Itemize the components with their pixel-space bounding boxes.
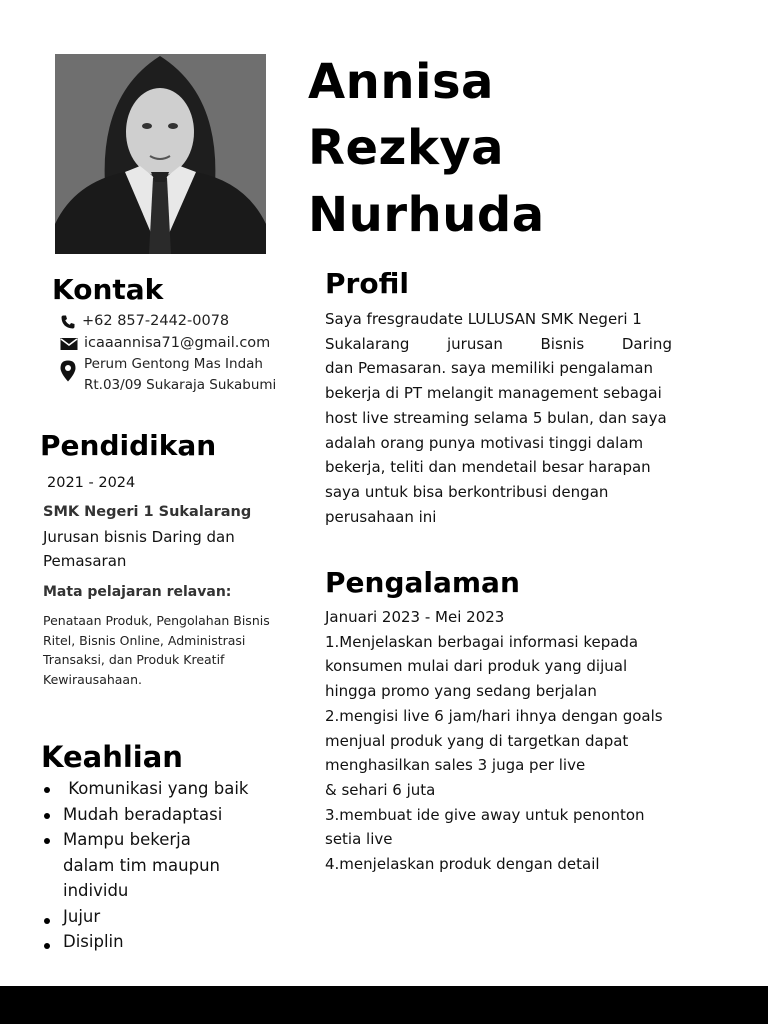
experience-line: setia live	[325, 830, 393, 849]
experience-line: menjual produk yang di targetkan dapat	[325, 731, 629, 750]
profile-photo	[55, 54, 266, 254]
subjects-line: Transaksi, dan Produk Kreatif	[43, 652, 225, 667]
skill-item	[42, 904, 249, 930]
bullet-icon	[44, 943, 50, 949]
bullet-icon	[44, 813, 50, 819]
skill-label: Mudah beradaptasi	[63, 804, 223, 824]
kontak-heading: Kontak	[52, 273, 164, 306]
experience-period: Januari 2023 - Mei 2023	[325, 608, 505, 626]
major-line-1: Jurusan bisnis Daring dan	[43, 528, 235, 546]
pengalaman-text	[325, 605, 685, 877]
skill-item	[42, 776, 249, 802]
name-first: Annisa	[308, 54, 494, 110]
person-portrait-image	[55, 54, 266, 254]
profil-line: Saya fresgraudate LULUSAN SMK Negeri 1	[325, 310, 642, 328]
address-line-2: Rt.03/09 Sukaraja Sukabumi	[84, 377, 277, 393]
skills-list	[42, 776, 249, 955]
skill-label-continued: individu	[63, 881, 129, 900]
experience-line: hingga promo yang sedang berjalan	[325, 682, 597, 701]
profil-line: host live streaming selama 5 bulan, dan saya	[325, 408, 667, 427]
contact-phone	[60, 311, 229, 332]
profil-word: Daring	[621, 334, 672, 353]
bullet-icon	[44, 787, 50, 793]
profil-word: Bisnis	[540, 334, 585, 353]
name-middle: Rezkya	[308, 120, 505, 176]
major	[43, 525, 235, 573]
profil-text	[325, 307, 672, 529]
subjects-line: Ritel, Bisnis Online, Administrasi	[43, 632, 246, 648]
experience-line: 1.Menjelaskan berbagai informasi kepada	[325, 632, 639, 651]
address-line-1: Perum Gentong Mas Indah	[84, 356, 263, 372]
email-address: icaaannisa71@gmail.com	[84, 335, 271, 351]
experience-line: menghasilkan sales 3 juga per live	[325, 756, 586, 775]
profil-word: jurusan	[447, 334, 503, 353]
profil-line: bekerja, teliti dan mendetail besar harapan	[325, 458, 651, 477]
skill-label: Komunikasi yang baik	[63, 779, 249, 798]
experience-line: 2.mengisi live 6 jam/hari ihnya dengan goals	[325, 706, 663, 725]
skill-label-continued: dalam tim maupun	[63, 855, 220, 875]
profil-line: perusahaan ini	[325, 507, 437, 526]
keahlian-heading: Keahlian	[41, 740, 183, 774]
profil-line: bekerja di PT melangit management sebagai	[325, 384, 662, 403]
contact-address	[60, 354, 276, 396]
mail-icon	[60, 336, 78, 352]
skill-label: Disiplin	[63, 932, 124, 951]
phone-icon	[60, 314, 76, 330]
subjects-list	[43, 611, 270, 689]
profil-line: adalah orang punya motivasi tinggi dalam	[325, 433, 644, 452]
subjects-heading: Mata pelajaran relavan:	[43, 584, 232, 600]
school-name: SMK Negeri 1 Sukalarang	[43, 504, 252, 520]
pengalaman-heading: Pengalaman	[325, 566, 520, 599]
subjects-line: Penataan Produk, Pengolahan Bisnis	[43, 613, 270, 628]
profil-line: dan Pemasaran. saya memiliki pengalaman	[325, 359, 654, 378]
profil-line	[325, 332, 672, 357]
profil-line: saya untuk bisa berkontribusi dengan	[325, 482, 609, 501]
phone-number: +62 857-2442-0078	[82, 313, 230, 329]
pendidikan-heading: Pendidikan	[40, 429, 217, 462]
skill-label: Mampu bekerja	[63, 830, 191, 849]
education-period: 2021 - 2024	[47, 475, 136, 491]
profil-heading: Profil	[325, 267, 409, 300]
skill-label: Jujur	[63, 906, 101, 926]
bullet-icon	[44, 838, 50, 844]
bullet-icon	[44, 918, 50, 924]
skill-item	[42, 802, 249, 828]
experience-line: & sehari 6 juta	[325, 780, 436, 799]
subjects-line: Kewirausahaan.	[43, 671, 142, 687]
skill-item	[42, 929, 249, 955]
experience-line: 3.membuat ide give away untuk penonton	[325, 805, 645, 824]
contact-email	[60, 333, 270, 354]
footer-bar	[0, 986, 768, 1024]
skill-item	[42, 827, 249, 904]
major-line-2: Pemasaran	[43, 552, 127, 570]
profil-word: Sukalarang	[325, 334, 410, 353]
location-pin-icon	[60, 360, 76, 382]
experience-line: konsumen mulai dari produk yang dijual	[325, 657, 628, 676]
name-last: Nurhuda	[308, 187, 545, 243]
experience-line: 4.menjelaskan produk dengan detail	[325, 855, 600, 874]
